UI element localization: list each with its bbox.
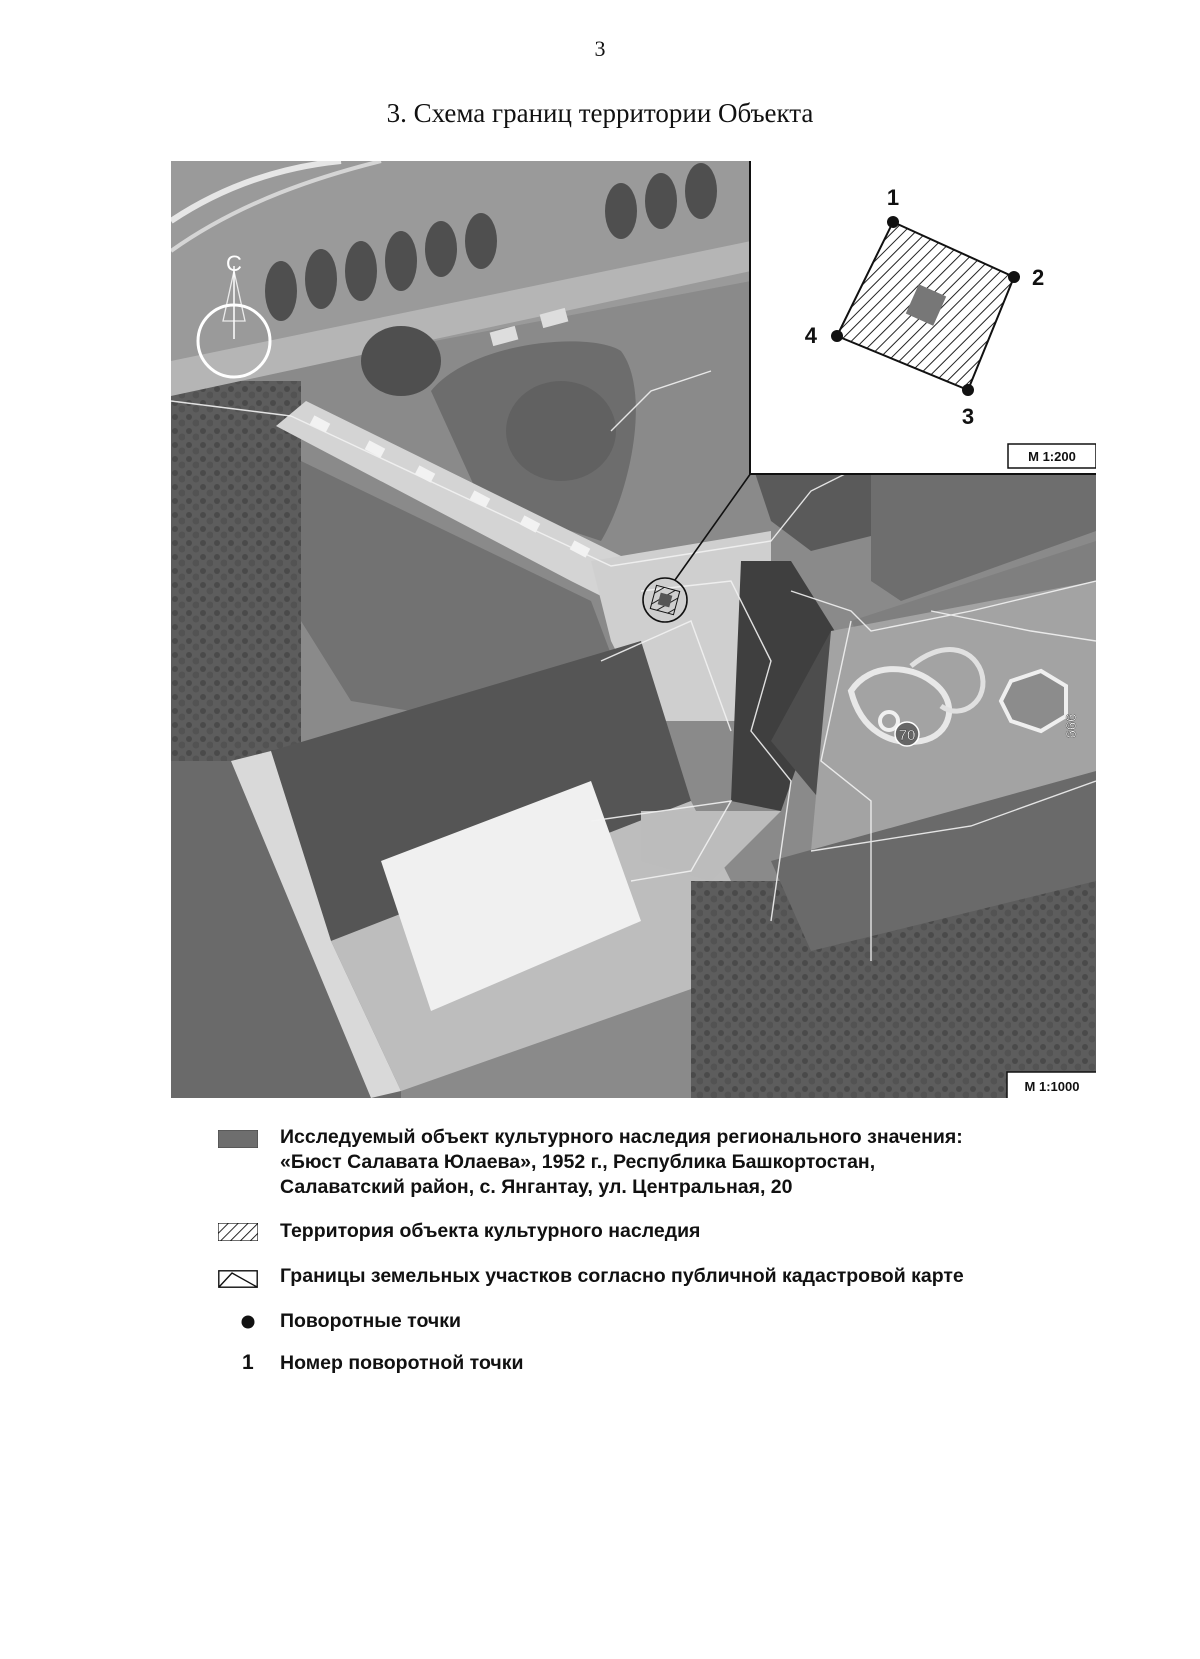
north-label: С xyxy=(226,251,242,276)
legend-number-symbol: 1 xyxy=(242,1351,254,1374)
parcel-label-999: 999 xyxy=(1062,713,1079,739)
legend-points-label: Поворотные точки xyxy=(280,1310,461,1332)
inset-scale: М 1:200 xyxy=(1028,449,1076,464)
legend-number xyxy=(212,1351,1092,1391)
legend-number-label: Номер поворотной точки xyxy=(280,1352,524,1374)
legend xyxy=(212,1125,1092,1391)
legend-object xyxy=(212,1125,1092,1210)
legend-parcels-label: Границы земельных участков согласно публичной кадастровой карте xyxy=(280,1265,964,1287)
turning-point-label-3: 3 xyxy=(961,404,975,429)
legend-territory-label: Территория объекта культурного наследия xyxy=(280,1220,701,1242)
turning-point-1 xyxy=(887,216,899,228)
map-frame[interactable] xyxy=(171,161,1096,1098)
page-number: 3 xyxy=(594,36,606,61)
turning-point-dot-icon xyxy=(218,1313,258,1331)
turning-point-4 xyxy=(831,330,843,342)
turning-point-2 xyxy=(1008,271,1020,283)
turning-point-3 xyxy=(962,384,974,396)
legend-object-line-1: Исследуемый объект культурного наследия регионального значения: xyxy=(280,1126,963,1148)
object-swatch-icon xyxy=(218,1130,258,1148)
page-title: 3. Схема границ территории Объекта xyxy=(386,98,814,128)
turning-point-label-1: 1 xyxy=(886,185,900,210)
inset-panel xyxy=(750,161,1096,474)
legend-parcels xyxy=(212,1264,1092,1309)
hatch-swatch-icon xyxy=(218,1223,258,1241)
parcel-boundary-icon xyxy=(218,1270,258,1288)
parcel-label-70: 70 xyxy=(898,727,916,744)
legend-territory xyxy=(212,1219,1092,1264)
turning-point-label-2: 2 xyxy=(1032,265,1045,290)
aerial-map[interactable] xyxy=(171,161,1096,1098)
main-scale: М 1:1000 xyxy=(1024,1079,1080,1094)
legend-points xyxy=(212,1309,1092,1351)
turning-point-label-4: 4 xyxy=(804,323,817,348)
legend-object-line-2: «Бюст Салавата Юлаева», 1952 г., Республика Башкортостан, xyxy=(280,1151,876,1173)
legend-object-line-3: Салаватский район, с. Янгантау, ул. Центральная, 20 xyxy=(280,1176,793,1198)
